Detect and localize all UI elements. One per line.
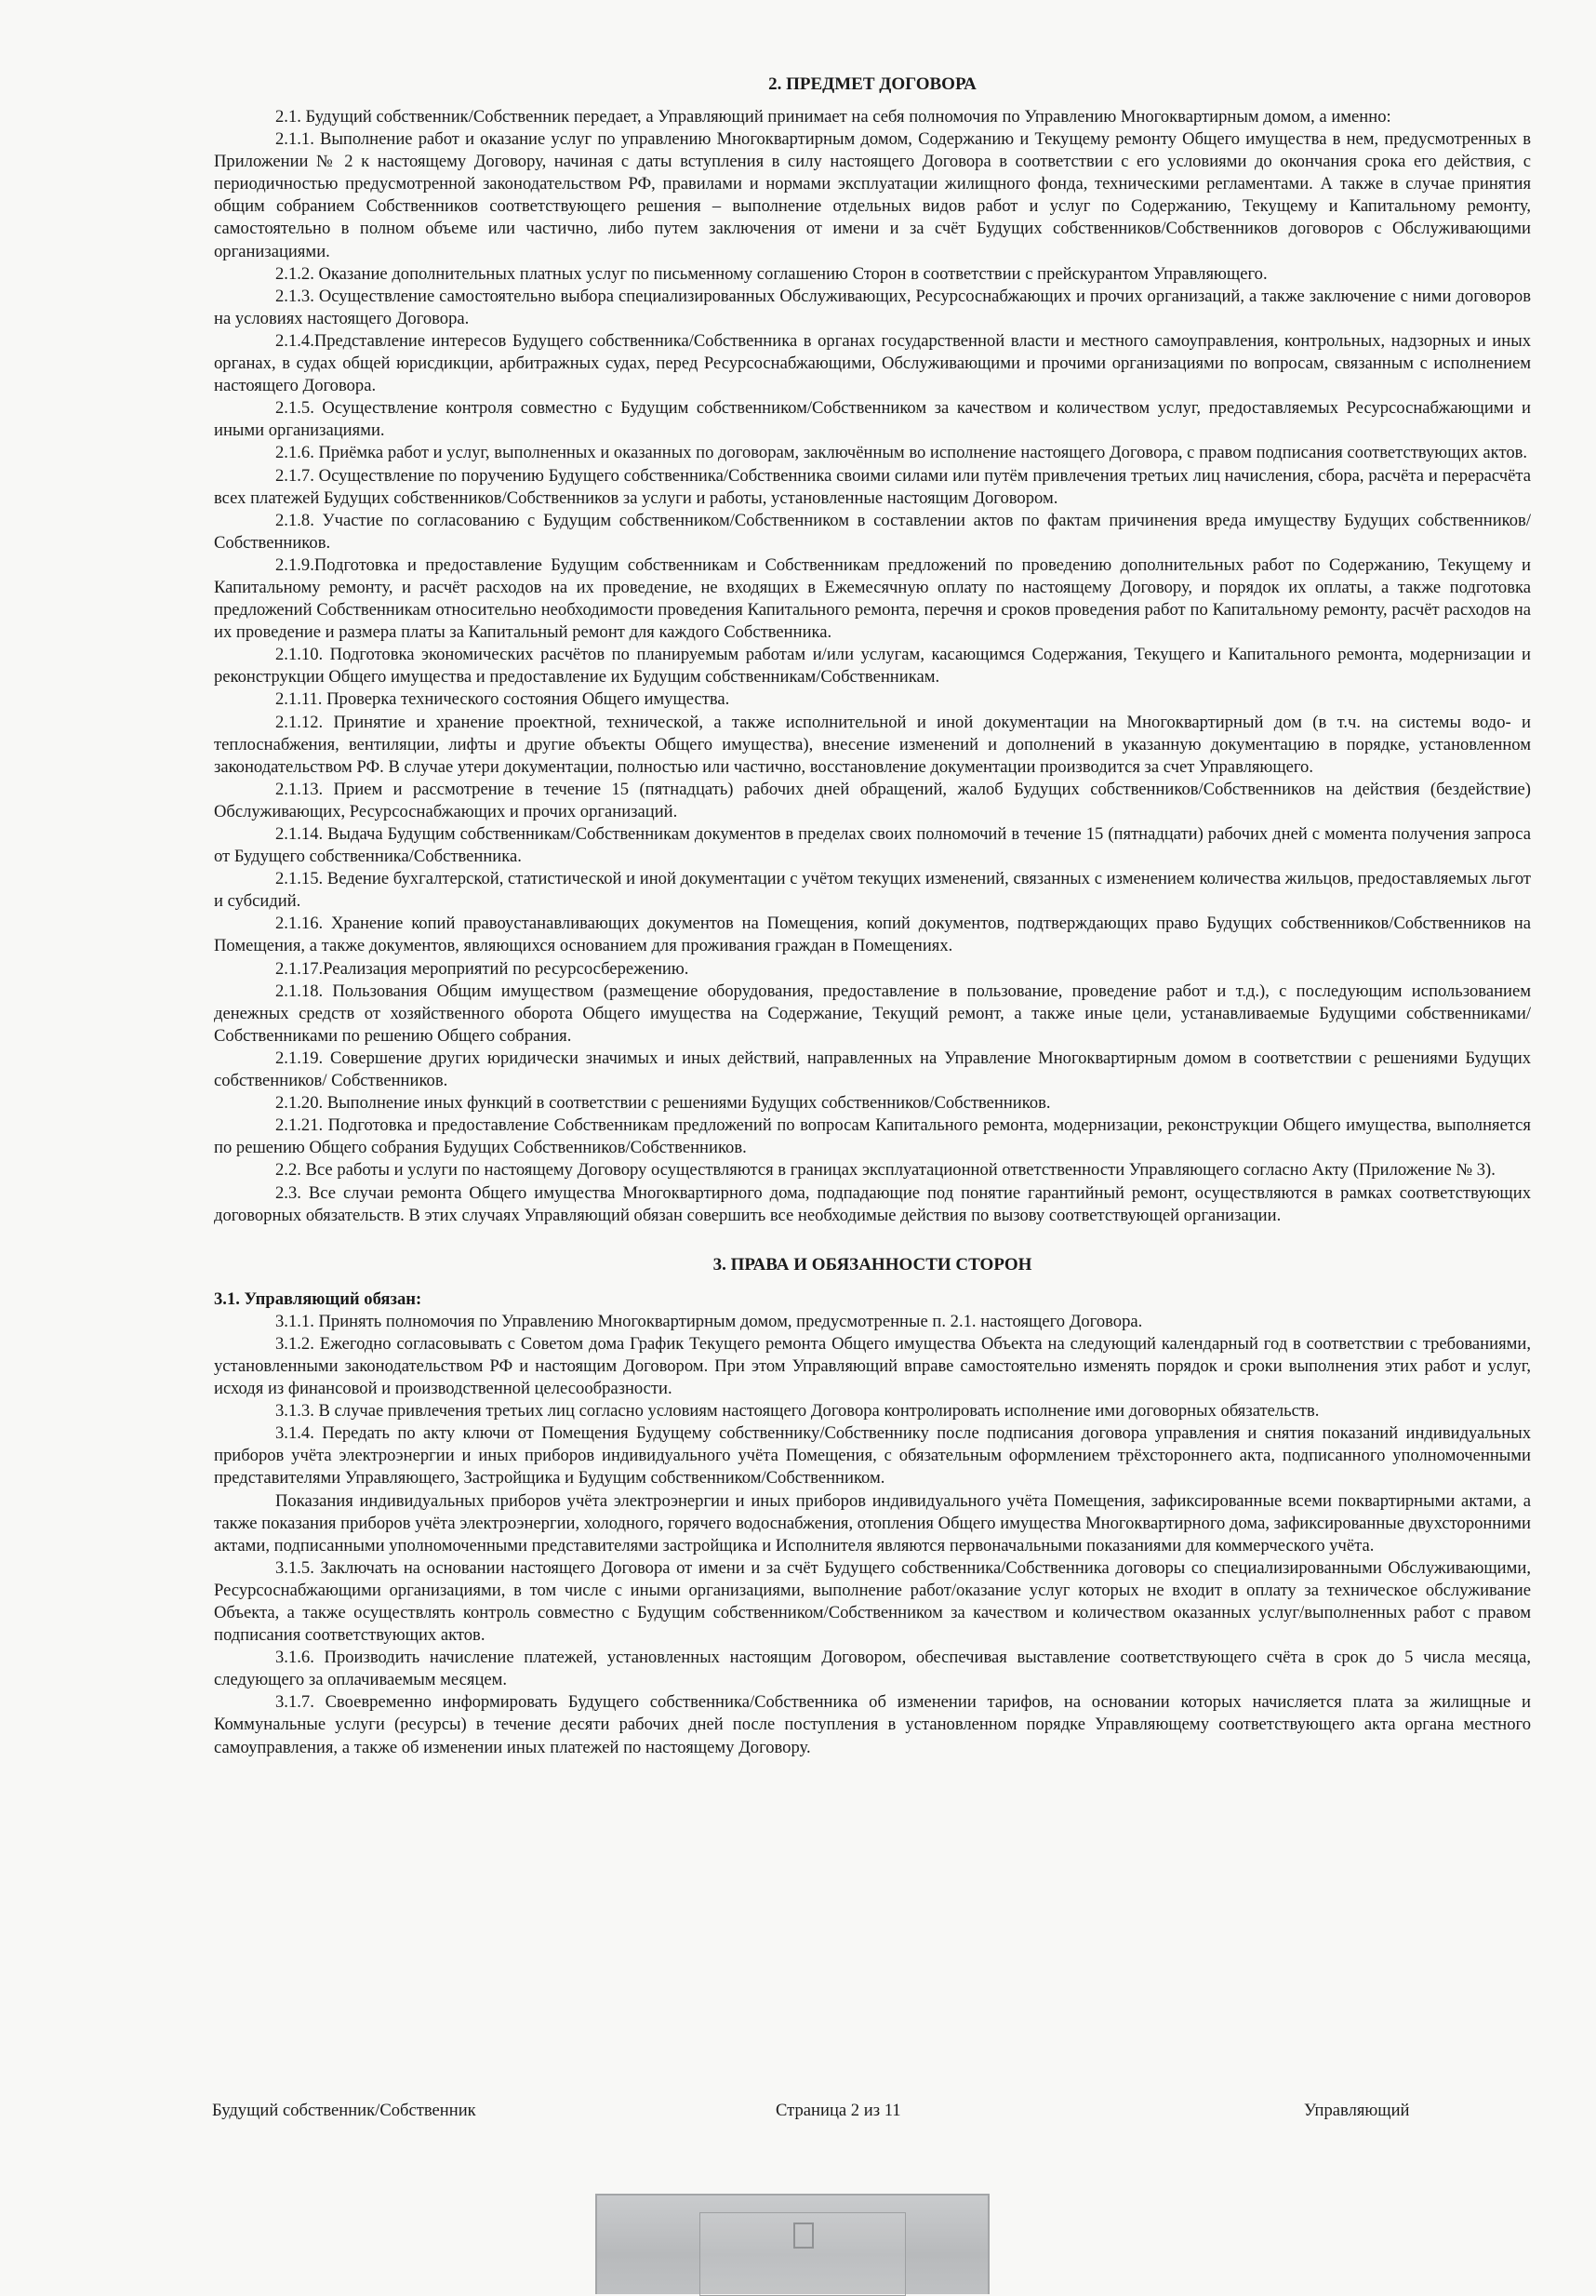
- footer-owner-signature-label: Будущий собственник/Собственник: [212, 2101, 476, 2120]
- footer-manager-signature-label: Управляющий: [1304, 2101, 1410, 2120]
- stamp-frame: [699, 2212, 906, 2296]
- scanner-stamp-image: [595, 2194, 990, 2294]
- document-page: [214, 74, 1531, 1759]
- clause-2-1-16: 2.1.16. Хранение копий правоустанавливающих документов на Помещения, копий документов, подтверждающих право Будущих собственников/Собственников на Помещения, а также документов, являющихся основанием для проживания граждан в Помещениях.: [214, 914, 1531, 956]
- clause-2-1-3: 2.1.3. Осуществление самостоятельно выбора специализированных Обслуживающих, Ресурсоснабжающих и прочих организаций, а также заключение с ними договоров на условиях настоящего Договора.: [214, 286, 1531, 328]
- clause-2-1-5: 2.1.5. Осуществление контроля совместно с Будущим собственником/Собственником за качеством и количеством услуг, предоставляемых Ресурсоснабжающими и иными организациями.: [214, 398, 1531, 441]
- clause-2-1-7: 2.1.7. Осуществление по поручению Будущего собственника/Собственника своими силами или путём привлечения третьих лиц начисления, сбора, расчёта и перерасчёта всех платежей Будущих собственников/Собственников за услуги и работы, установленные настоящим Договором.: [214, 465, 1531, 508]
- clause-3-1-5: 3.1.5. Заключать на основании настоящего Договора от имени и за счёт Будущего собственника/Собственника договоры со специализированными Обслуживающими, Ресурсоснабжающими организациями, в том числе с иными организациями, выполнение работ/оказание услуг которых не входит в оплату за техническое обслуживание Объекта, а также осуществлять контроль совместно с Будущим собственником/Собственником за качеством и количеством оказанных услуг/выполненных работ с правом подписания соответствующих актов.: [214, 1557, 1531, 1646]
- section-3-title: 3. ПРАВА И ОБЯЗАННОСТИ СТОРОН: [712, 1254, 1032, 1275]
- clause-2-1-13: 2.1.13. Прием и рассмотрение в течение 15 (пятнадцать) рабочих дней обращений, жалоб Будущих собственников/Собственников на действия (бездействие) Обслуживающих, Ресурсоснабжающих и прочих организаций.: [214, 779, 1531, 821]
- section-3-body: [214, 1311, 1531, 1759]
- section-3-1-subtitle: 3.1. Управляющий обязан:: [214, 1288, 422, 1309]
- clause-3-1-1: 3.1.1. Принять полномочия по Управлению Многоквартирным домом, предусмотренные п. 2.1. настоящего Договора.: [275, 1311, 1143, 1331]
- clause-2-1-6: 2.1.6. Приёмка работ и услуг, выполненных и оказанных по договорам, заключённым во исполнение настоящего Договора, с правом подписания соответствующих актов.: [275, 443, 1528, 463]
- clause-2-1-14: 2.1.14. Выдача Будущим собственникам/Собственникам документов в пределах своих полномочий в течение 15 (пятнадцати) рабочих дней с момента получения запроса от Будущего собственника/Собственника.: [214, 824, 1531, 867]
- clause-2-1-10: 2.1.10. Подготовка экономических расчётов по планируемым работам и/или услугам, касающимся Содержания, Текущего и Капитального ремонта, модернизации и реконструкции Общего имущества и предоставление их Будущим собственникам/Собственникам.: [214, 645, 1531, 687]
- clause-2-1-17: 2.1.17.Реализация мероприятий по ресурсосбережению.: [275, 958, 689, 979]
- section-2-body: [214, 106, 1531, 1227]
- page-number: Страница 2 из 11: [776, 2101, 901, 2120]
- clause-2-1-8: 2.1.8. Участие по согласованию с Будущим собственником/Собственником в составлении актов по фактам причинения вреда имуществу Будущих собственников/Собственников.: [214, 510, 1531, 553]
- clause-2-1-21: 2.1.21. Подготовка и предоставление Собственникам предложений по вопросам Капитального ремонта, модернизации, реконструкции Общего имущества, выполняется по решению Общего собрания Будущих Собственников/Собственников.: [214, 1115, 1531, 1158]
- clause-2-1: 2.1. Будущий собственник/Собственник передает, а Управляющий принимает на себя полномочия по Управлению Многоквартирным домом, а именно:: [275, 107, 1391, 127]
- clause-2-1-20: 2.1.20. Выполнение иных функций в соответствии с решениями Будущих собственников/Собственников.: [275, 1093, 1051, 1114]
- clause-2-1-18: 2.1.18. Пользования Общим имуществом (размещение оборудования, предоставление в пользование, проведение работ и т.д.), с последующим использованием денежных средств от хозяйственного оборота Общего имущества на Содержание, Текущий ремонт, а также иные цели, устанавливаемые Будущими собственниками/Собственниками по решению Общего собрания.: [214, 981, 1531, 1046]
- clause-3-1-7: 3.1.7. Своевременно информировать Будущего собственника/Собственника об изменении тарифов, на основании которых начисляется плата за жилищные и Коммунальные услуги (ресурсы) в течение десяти рабочих дней после поступления в установленном порядке Управляющему соответствующего акта органа местного самоуправления, а также об изменении иных платежей по настоящему Договору.: [214, 1692, 1531, 1757]
- clause-2-3: 2.3. Все случаи ремонта Общего имущества Многоквартирного дома, подпадающие под понятие гарантийный ремонт, осуществляются в рамках соответствующих договорных обязательств. В этих случаях Управляющий обязан совершить все необходимые действия по вызову соответствующей организации.: [214, 1182, 1531, 1225]
- stamp-mark-icon: [793, 2223, 814, 2249]
- clause-3-1-4: 3.1.4. Передать по акту ключи от Помещения Будущему собственнику/Собственнику после подписания договора управления и снятия показаний индивидуальных приборов учёта электроэнергии и иных приборов индивидуального учёта Помещения, с обязательным оформлением трёхстороннего акта, подписанного уполномоченными представителями Управляющего, Застройщика и Будущим собственником/Собственником.: [214, 1423, 1531, 1488]
- clause-3-1-3: 3.1.3. В случае привлечения третьих лиц согласно условиям настоящего Договора контролировать исполнение ими договорных обязательств.: [275, 1401, 1320, 1422]
- clause-2-2: 2.2. Все работы и услуги по настоящему Договору осуществляются в границах эксплуатационной ответственности Управляющего согласно Акту (Приложение № 3).: [275, 1160, 1496, 1181]
- clause-2-1-1: 2.1.1. Выполнение работ и оказание услуг по управлению Многоквартирным домом, Содержанию и Текущему ремонту Общего имущества в нем, предусмотренных в Приложении № 2 к настоящему Договору, начиная с даты вступления в силу настоящего Договора в соответствии с его условиями до окончания срока его действия, с периодичностью предусмотренной законодательством РФ, правилами и нормами эксплуатации жилищного фонда, техническими регламентами. А также в случае принятия общим собранием Собственников соответствующего решения – выполнение отдельных видов работ и услуг по Содержанию, Текущему и Капитальному ремонту, самостоятельно в полном объеме или частично, либо путем заключения от имени и за счёт Будущих собственников/Собственников договоров с Обслуживающими организациями.: [214, 129, 1531, 261]
- clause-3-1-4-readings: Показания индивидуальных приборов учёта электроэнергии и иных приборов индивидуального учёта Помещения, зафиксированные всеми поквартирными актами, а также показания приборов учёта электроэнергии, холодного, горячего водоснабжения, отопления Общего имущества Многоквартирного дома, зафиксированные двухсторонними актами, подписанными уполномоченными представителями застройщика и Исполнителя являются первоначальными показаниями для коммерческого учёта.: [214, 1490, 1531, 1555]
- clause-2-1-9: 2.1.9.Подготовка и предоставление Будущим собственникам и Собственникам предложений по проведению дополнительных работ по Содержанию, Текущему и Капитальному ремонту, и расчёт расходов на их проведение, не входящих в Ежемесячную оплату по настоящему Договору, и порядок их оплаты, а также подготовка предложений Собственникам относительно необходимости проведения Капитального ремонта, перечня и сроков проведения работ по Капитальному ремонту, расчёт расходов на их проведение и размера платы за Капитальный ремонт для каждого Собственника.: [214, 554, 1531, 643]
- clause-2-1-15: 2.1.15. Ведение бухгалтерской, статистической и иной документации с учётом текущих изменений, связанных с изменением количества жильцов, предоставляемых льгот и субсидий.: [214, 869, 1531, 912]
- clause-3-1-2: 3.1.2. Ежегодно согласовывать с Советом дома График Текущего ремонта Общего имущества Объекта на следующий календарный год в соответствии с требованиями, установленными законодательством РФ и настоящим Договором. При этом Управляющий вправе самостоятельно изменять порядок и сроки выполнения этих работ и услуг, исходя из финансовой и производственной целесообразности.: [214, 1333, 1531, 1399]
- clause-2-1-4: 2.1.4.Представление интересов Будущего собственника/Собственника в органах государственной власти и местного самоуправления, контрольных, надзорных и иных органах, в судах общей юрисдикции, арбитражных судах, перед Ресурсоснабжающими, Обслуживающими и прочими организациями по вопросам, связанным с исполнением настоящего Договора.: [214, 330, 1531, 396]
- clause-2-1-19: 2.1.19. Совершение других юридически значимых и иных действий, направленных на Управление Многоквартирным домом в соответствии с решениями Будущих собственников/ Собственников.: [214, 1048, 1531, 1091]
- section-2-title: 2. ПРЕДМЕТ ДОГОВОРА: [768, 74, 977, 94]
- clause-2-1-12: 2.1.12. Принятие и хранение проектной, технической, а также исполнительной и иной документации на Многоквартирный дом (в т.ч. на системы водо- и теплоснабжения, вентиляции, лифты и другие объекты Общего имущества), внесение изменений и дополнений в указанную документацию в порядке, установленном законодательством РФ. В случае утери документации, полностью или частично, восстановление документации производится за счет Управляющего.: [214, 712, 1531, 777]
- clause-2-1-11: 2.1.11. Проверка технического состояния Общего имущества.: [275, 689, 730, 710]
- clause-3-1-6: 3.1.6. Производить начисление платежей, установленных настоящим Договором, обеспечивая выставление соответствующего счёта в срок до 5 числа месяца, следующего за оплачиваемым месяцем.: [214, 1648, 1531, 1690]
- clause-2-1-2: 2.1.2. Оказание дополнительных платных услуг по письменному соглашению Сторон в соответствии с прейскурантом Управляющего.: [275, 263, 1268, 284]
